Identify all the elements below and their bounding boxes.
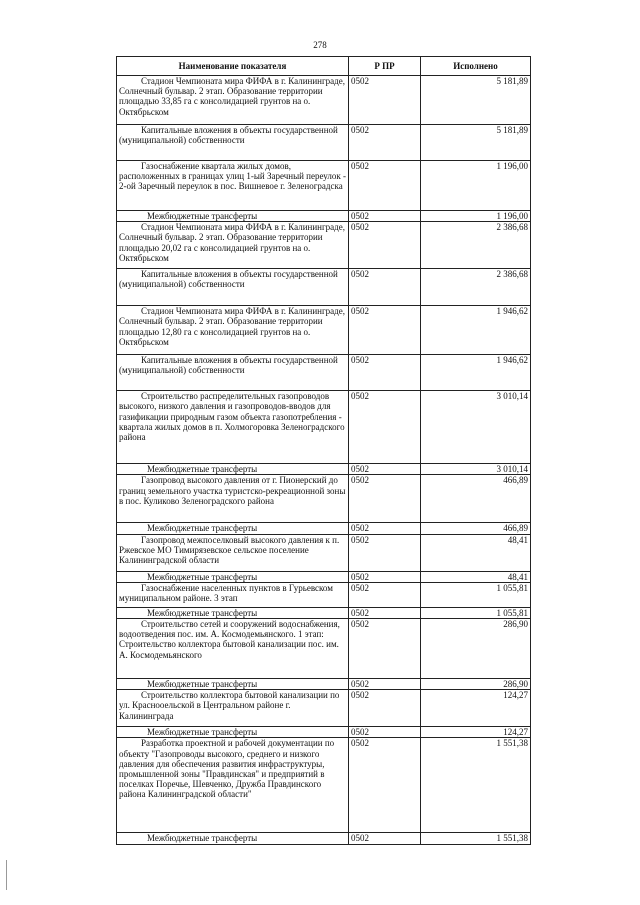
row-name-cell: Газоснабжение квартала жилых домов, расположенных в границах улиц 1-ый Заречный переулок - 2-ой Заречный переулок в пос. Вишневое г. Зеленоградска bbox=[117, 161, 349, 211]
row-code-cell: 0502 bbox=[349, 833, 421, 844]
row-code-cell: 0502 bbox=[349, 727, 421, 738]
row-name-cell: Газоснабжение населенных пунктов в Гурьевском муниципальном районе. 3 этап bbox=[117, 582, 349, 607]
table-row bbox=[117, 475, 531, 523]
row-code-cell: 0502 bbox=[349, 475, 421, 523]
row-code-cell: 0502 bbox=[349, 690, 421, 727]
row-value-cell: 124,27 bbox=[421, 727, 531, 738]
row-value-cell: 48,41 bbox=[421, 534, 531, 571]
row-name-cell: Межбюджетные трансферты bbox=[117, 464, 349, 475]
header-name: Наименование показателя bbox=[117, 57, 349, 76]
row-code-cell: 0502 bbox=[349, 161, 421, 211]
header-code: Р ПР bbox=[349, 57, 421, 76]
row-name-cell: Капитальные вложения в объекты государственной (муниципальной) собственности bbox=[117, 125, 349, 161]
row-name-cell: Разработка проектной и рабочей документации по объекту "Газопроводы высокого, среднего и низкого давления для обеспечения развития инфраструктуры, промышленной зоны "Правдинская" и предприятий в поселках Поречье, Шевченко, Дружба Правдинского района Калининградской области" bbox=[117, 738, 349, 833]
table-row bbox=[117, 161, 531, 211]
row-value-cell: 5 181,89 bbox=[421, 76, 531, 125]
table-row bbox=[117, 582, 531, 607]
row-code-cell: 0502 bbox=[349, 76, 421, 125]
transfer-row bbox=[117, 727, 531, 738]
transfer-row bbox=[117, 607, 531, 618]
row-value-cell: 286,90 bbox=[421, 679, 531, 690]
row-name-cell: Стадион Чемпионата мира ФИФА в г. Калининграде, Солнечный бульвар. 2 этап. Образование территории площадью 12,80 га с консолидацией грунтов на о. Октябрьском bbox=[117, 306, 349, 355]
row-code-cell: 0502 bbox=[349, 571, 421, 582]
row-name-cell: Межбюджетные трансферты bbox=[117, 571, 349, 582]
table-row bbox=[117, 534, 531, 571]
table-row bbox=[117, 391, 531, 464]
page-number: 278 bbox=[313, 40, 327, 50]
table-row bbox=[117, 125, 531, 161]
table-row bbox=[117, 355, 531, 391]
row-code-cell: 0502 bbox=[349, 464, 421, 475]
row-name-cell: Межбюджетные трансферты bbox=[117, 211, 349, 222]
table-row bbox=[117, 306, 531, 355]
row-name-cell: Стадион Чемпионата мира ФИФА в г. Калининграде, Солнечный бульвар. 2 этап. Образование территории площадью 20,02 га с консолидацией грунтов на о. Октябрьском bbox=[117, 222, 349, 269]
row-name-cell: Межбюджетные трансферты bbox=[117, 523, 349, 534]
transfer-row bbox=[117, 679, 531, 690]
table-row bbox=[117, 222, 531, 269]
row-value-cell: 1 055,81 bbox=[421, 607, 531, 618]
row-value-cell: 5 181,89 bbox=[421, 125, 531, 161]
row-value-cell: 3 010,14 bbox=[421, 464, 531, 475]
row-name-cell: Стадион Чемпионата мира ФИФА в г. Калининграде, Солнечный бульвар. 2 этап. Образование территории площадью 33,85 га с консолидацией грунтов на о. Октябрьском bbox=[117, 76, 349, 125]
row-code-cell: 0502 bbox=[349, 125, 421, 161]
table-row bbox=[117, 690, 531, 727]
transfer-row bbox=[117, 833, 531, 844]
row-code-cell: 0502 bbox=[349, 355, 421, 391]
row-value-cell: 466,89 bbox=[421, 523, 531, 534]
row-code-cell: 0502 bbox=[349, 211, 421, 222]
header-executed: Исполнено bbox=[421, 57, 531, 76]
row-value-cell: 124,27 bbox=[421, 690, 531, 727]
row-value-cell: 1 946,62 bbox=[421, 306, 531, 355]
row-value-cell: 1 551,38 bbox=[421, 738, 531, 833]
transfer-row bbox=[117, 571, 531, 582]
report-table bbox=[116, 56, 531, 845]
row-code-cell: 0502 bbox=[349, 738, 421, 833]
row-name-cell: Межбюджетные трансферты bbox=[117, 679, 349, 690]
row-code-cell: 0502 bbox=[349, 269, 421, 306]
row-value-cell: 3 010,14 bbox=[421, 391, 531, 464]
row-name-cell: Межбюджетные трансферты bbox=[117, 607, 349, 618]
row-value-cell: 1 946,62 bbox=[421, 355, 531, 391]
row-value-cell: 48,41 bbox=[421, 571, 531, 582]
transfer-row bbox=[117, 523, 531, 534]
row-code-cell: 0502 bbox=[349, 222, 421, 269]
row-name-cell: Строительство распределительных газопроводов высокого, низкого давления и газопроводов-вводов для газификации природным газом объекта газопотребления - квартала жилых домов в п. Холмогоровка Зеленоградского района bbox=[117, 391, 349, 464]
row-code-cell: 0502 bbox=[349, 306, 421, 355]
row-value-cell: 286,90 bbox=[421, 619, 531, 679]
row-code-cell: 0502 bbox=[349, 523, 421, 534]
row-name-cell: Капитальные вложения в объекты государственной (муниципальной) собственности bbox=[117, 355, 349, 391]
row-value-cell: 1 196,00 bbox=[421, 161, 531, 211]
row-code-cell: 0502 bbox=[349, 534, 421, 571]
row-code-cell: 0502 bbox=[349, 582, 421, 607]
row-value-cell: 1 055,81 bbox=[421, 582, 531, 607]
row-name-cell: Капитальные вложения в объекты государственной (муниципальной) собственности bbox=[117, 269, 349, 306]
table-row bbox=[117, 269, 531, 306]
row-value-cell: 2 386,68 bbox=[421, 269, 531, 306]
row-code-cell: 0502 bbox=[349, 619, 421, 679]
row-name-cell: Газопровод высокого давления от г. Пионерский до границ земельного участка туристско-рекреационной зоны в пос. Куликово Зеленоградского района bbox=[117, 475, 349, 523]
row-name-cell: Строительство коллектора бытовой канализации по ул. Краснооельской в Центральном районе г. Калининграда bbox=[117, 690, 349, 727]
row-name-cell: Межбюджетные трансферты bbox=[117, 833, 349, 844]
row-value-cell: 466,89 bbox=[421, 475, 531, 523]
table-body bbox=[117, 76, 531, 845]
table-header-row bbox=[117, 57, 531, 76]
table-row bbox=[117, 619, 531, 679]
scan-edge-mark bbox=[6, 860, 7, 890]
row-code-cell: 0502 bbox=[349, 679, 421, 690]
table-row bbox=[117, 738, 531, 833]
row-value-cell: 1 196,00 bbox=[421, 211, 531, 222]
row-name-cell: Газопровод межпоселковый высокого давления к п. Ржевское МО Тимирязевское сельское поселение Калининградской области bbox=[117, 534, 349, 571]
row-name-cell: Строительство сетей и сооружений водоснабжения, водоотведения пос. им. А. Космодемьянского. 1 этап: Строительство коллектора бытовой канализации пос. им. А. Космодемьянского bbox=[117, 619, 349, 679]
transfer-row bbox=[117, 464, 531, 475]
table-row bbox=[117, 76, 531, 125]
row-value-cell: 1 551,38 bbox=[421, 833, 531, 844]
transfer-row bbox=[117, 211, 531, 222]
row-code-cell: 0502 bbox=[349, 391, 421, 464]
row-code-cell: 0502 bbox=[349, 607, 421, 618]
row-name-cell: Межбюджетные трансферты bbox=[117, 727, 349, 738]
row-value-cell: 2 386,68 bbox=[421, 222, 531, 269]
